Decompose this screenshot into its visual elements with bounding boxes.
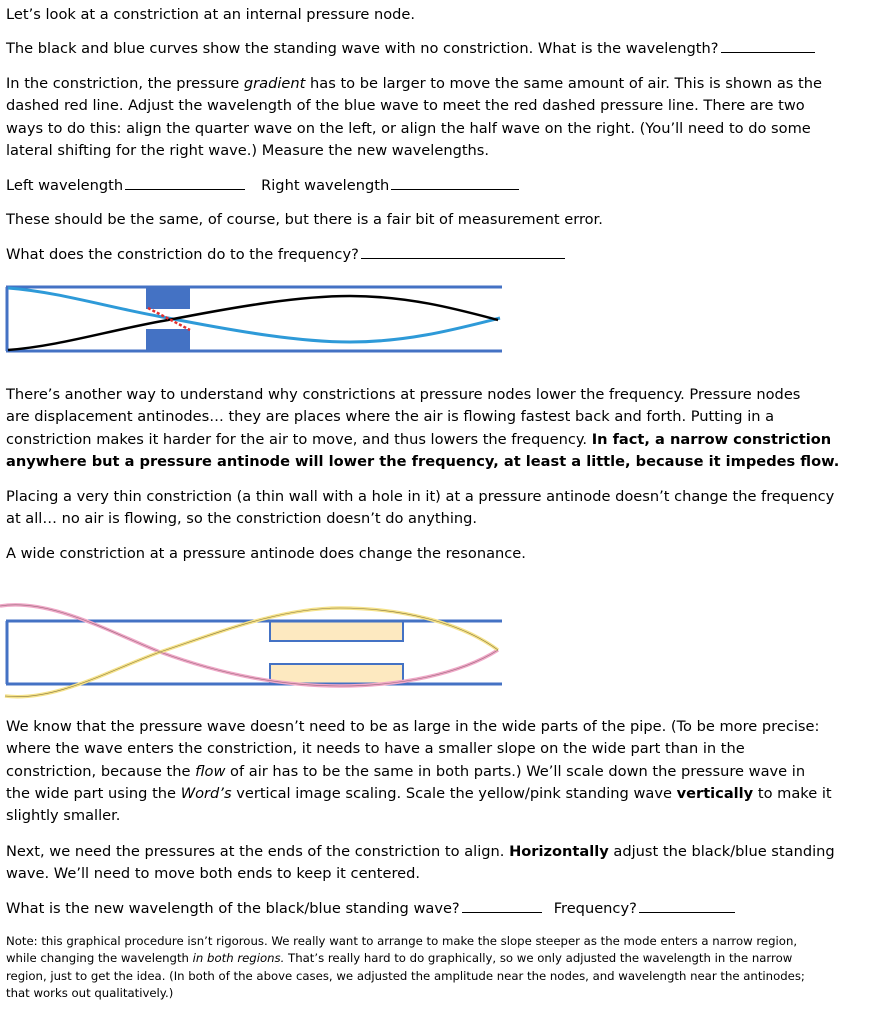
narrow-constriction-figure (0, 280, 520, 360)
final-note-line-2: while changing the wavelength in both regions. That’s really hard to do graphically, so we only adjusted the wavelength in the narrow (6, 951, 793, 966)
frequency-blank[interactable] (639, 898, 735, 913)
frequency-question (6, 244, 806, 266)
wavelength-answer-blank[interactable] (721, 38, 815, 53)
scale-line-3: constriction, because the flow of air has to be the same in both parts.) We’ll scale down the pressure wave in (6, 762, 806, 780)
upper-constriction-block (146, 287, 190, 309)
next-line-1: Next, we need the pressures at the ends of the constriction to align. Horizontally adjust the black/blue standing (6, 843, 835, 860)
word-emphasis: Word’s (180, 784, 232, 802)
lower-wide-constriction (270, 664, 403, 684)
another-bold-2: anywhere but a pressure antinode will lower the frequency, at least a little, because it impedes flow. (6, 452, 840, 470)
gradient-line-3: ways to do this: align the quarter wave on the left, or align the half wave on the right. (You’ll need to do some (6, 119, 811, 137)
vertically-bold: vertically (676, 784, 754, 802)
left-wavelength-blank[interactable] (125, 175, 245, 190)
thin-line-1: Placing a very thin constriction (a thin wall with a hole in it) at a pressure antinode doesn’t change the frequency (6, 488, 835, 505)
wavelength-fields (6, 175, 806, 197)
final-note-line-4: that works out qualitatively.) (6, 985, 174, 1000)
another-line-2: are displacement antinodes… they are places where the air is flowing fastest back and forth. Putting in a (6, 408, 775, 426)
new-wavelength-blank[interactable] (462, 898, 542, 913)
gradient-line-2: dashed red line. Adjust the wavelength of the blue wave to meet the red dashed pressure line. There are two (6, 97, 805, 115)
intro-text: Let’s look at a constriction at an internal pressure node. (6, 6, 416, 23)
black-standing-wave (8, 296, 498, 350)
right-wavelength-blank[interactable] (391, 175, 519, 190)
wide-constriction-note: A wide constriction at a pressure antinode does change the resonance. (6, 545, 526, 562)
another-line-1: There’s another way to understand why constrictions at pressure nodes lower the frequency. Pressure nodes (6, 386, 801, 403)
final-note (6, 933, 806, 1002)
scale-paragraph (6, 716, 832, 827)
horizontally-bold: Horizontally (509, 843, 609, 860)
new-wavelength-question-text: What is the new wavelength of the black/blue standing wave? (6, 900, 460, 917)
frequency-answer-blank[interactable] (361, 244, 565, 259)
another-way-paragraph (6, 384, 840, 473)
upper-wide-constriction (270, 621, 403, 641)
gradient-paragraph (6, 73, 822, 162)
thin-line-2: at all… no air is flowing, so the constriction doesn’t do anything. (6, 510, 478, 528)
gradient-line-4: lateral shifting for the right wave.) Measure the new wavelengths. (6, 141, 490, 159)
next-paragraph (6, 841, 835, 886)
both-regions-emphasis: in both regions. (192, 951, 285, 966)
frequency-label: Frequency? (553, 900, 637, 917)
next-line-2: wave. We’ll need to move both ends to keep it centered. (6, 865, 421, 883)
lower-constriction-block (146, 329, 190, 351)
final-note-line-3: region, just to get the idea. (In both of the above cases, we adjusted the amplitude near the nodes, and wavelength near the antinodes; (6, 968, 805, 983)
new-wavelength-question (6, 898, 806, 920)
scale-line-1: We know that the pressure wave doesn’t need to be as large in the wide parts of the pipe. (To be more precise: (6, 718, 820, 735)
gradient-emphasis: gradient (243, 75, 306, 92)
wide-constriction-figure (0, 592, 520, 702)
thin-constriction-paragraph (6, 486, 835, 531)
right-wavelength-label: Right wavelength (261, 177, 390, 194)
wavelength-question-text: The black and blue curves show the standing wave with no constriction. What is the wavelength? (6, 40, 719, 57)
measurement-error-note: These should be the same, of course, but there is a fair bit of measurement error. (6, 211, 603, 228)
scale-line-2: where the wave enters the constriction, it needs to have a smaller slope on the wide part than in the (6, 740, 745, 758)
scale-line-5: slightly smaller. (6, 807, 121, 825)
blue-standing-wave (8, 288, 500, 342)
gradient-line-1: In the constriction, the pressure gradient has to be larger to move the same amount of air. This is shown as the (6, 75, 822, 92)
scale-line-4: the wide part using the Word’s vertical image scaling. Scale the yellow/pink standing wave vertically to make it (6, 784, 832, 802)
flow-emphasis: flow (195, 762, 226, 780)
another-bold-1: In fact, a narrow constriction (591, 430, 832, 448)
another-line-3: constriction makes it harder for the air to move, and thus lowers the frequency. In fact, a narrow constriction (6, 430, 832, 448)
left-wavelength-label: Left wavelength (6, 177, 124, 194)
wavelength-question (6, 38, 806, 60)
frequency-question-text: What does the constriction do to the frequency? (6, 246, 359, 263)
final-note-line-1: Note: this graphical procedure isn’t rigorous. We really want to arrange to make the slope steeper as the mode enters a narrow region, (6, 934, 798, 948)
